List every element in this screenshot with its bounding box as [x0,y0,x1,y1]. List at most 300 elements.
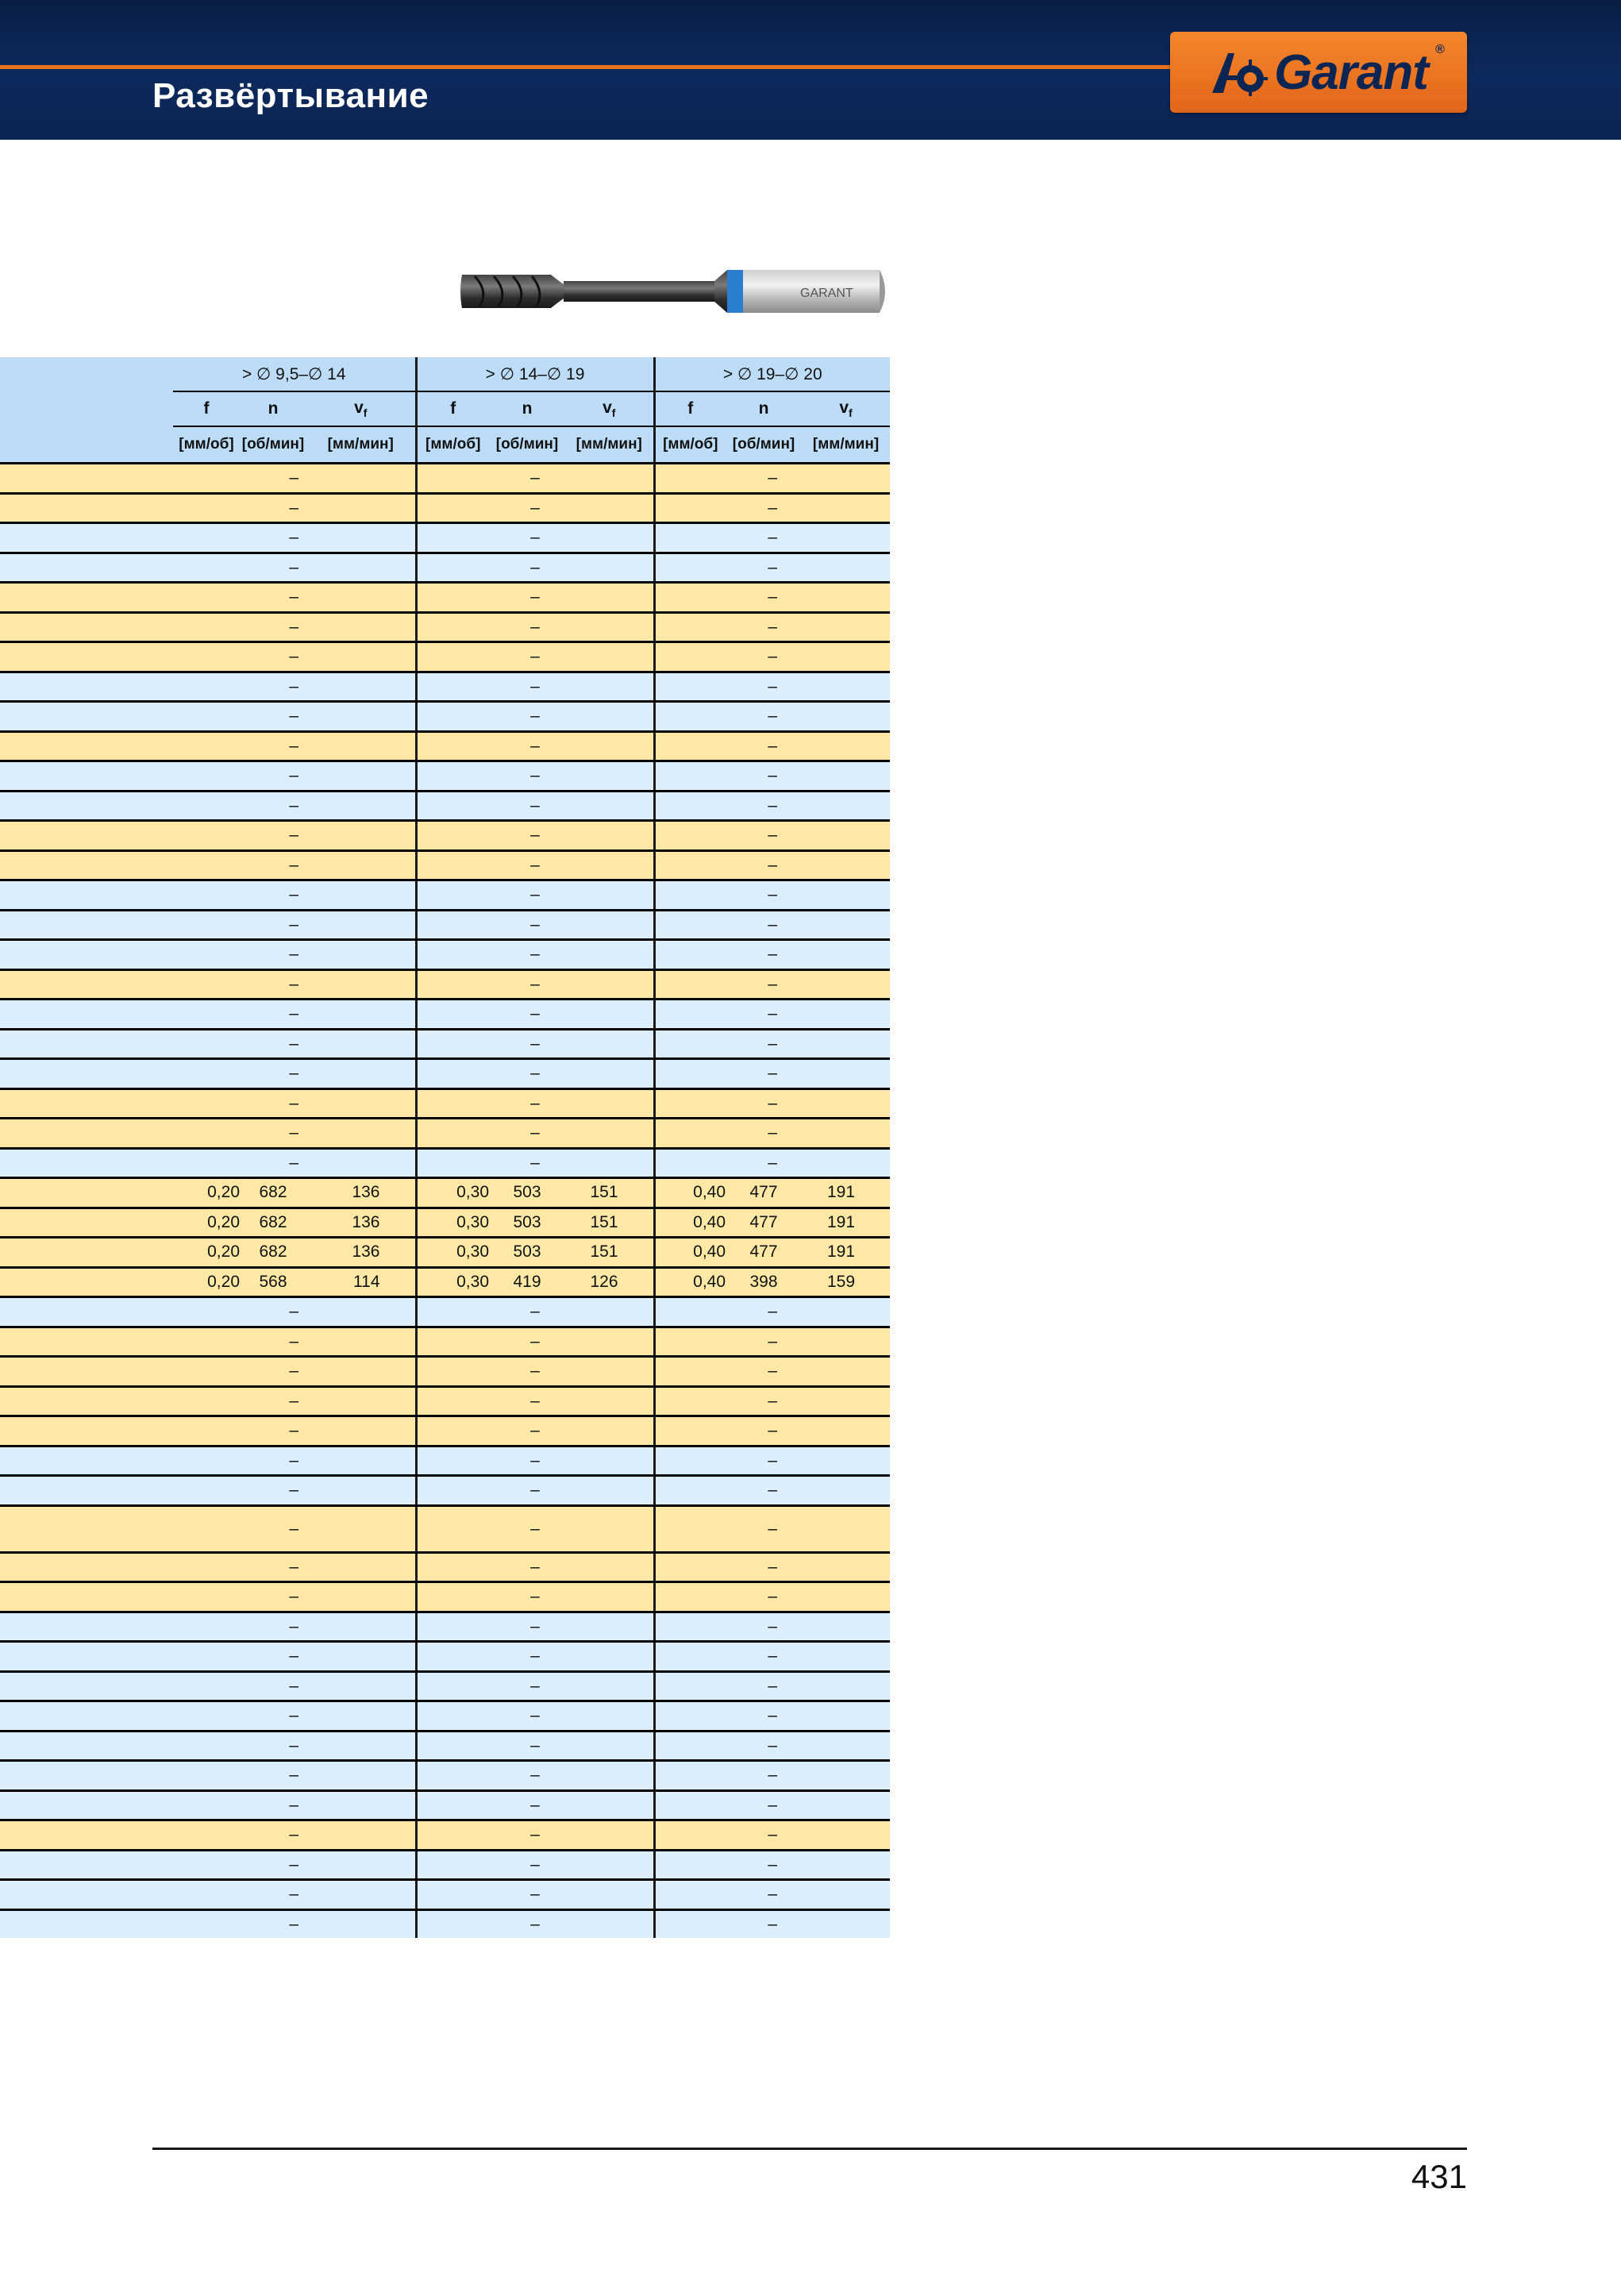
table-row [0,464,890,494]
empty-value-cell: – [416,880,654,911]
empty-value-cell: – [173,1671,416,1701]
row-label-cell [0,1671,173,1701]
row-label-cell [0,969,173,1000]
empty-value-cell: – [173,1000,416,1030]
empty-value-cell: – [654,1386,890,1416]
empty-value-cell: – [416,1790,654,1820]
garant-logo-text: Garant ® [1274,42,1444,100]
table-row [0,850,890,880]
value-cell: 136 [306,1238,416,1268]
unit-header: [мм/об] [173,426,240,464]
empty-value-cell: – [173,612,416,642]
empty-value-cell: – [654,1416,890,1447]
registered-mark: ® [1435,42,1444,56]
table-row [0,1446,890,1476]
row-label-cell [0,1909,173,1938]
empty-value-cell: – [654,1297,890,1327]
empty-value-cell: – [654,672,890,702]
empty-value-cell: – [416,761,654,792]
group-header: > ∅ 9,5–∅ 14 [173,357,416,391]
row-label-cell [0,523,173,553]
empty-value-cell: – [173,1505,416,1552]
empty-value-cell: – [654,1059,890,1089]
row-label-cell [0,1416,173,1447]
unit-header: [мм/мин] [802,426,890,464]
table-row [0,1505,890,1552]
table-row [0,1178,890,1208]
empty-value-cell: – [416,1327,654,1357]
empty-value-cell: – [416,1612,654,1642]
empty-value-cell: – [173,850,416,880]
empty-value-cell: – [173,1386,416,1416]
empty-value-cell: – [416,1088,654,1119]
empty-value-cell: – [173,731,416,761]
empty-value-cell: – [654,1790,890,1820]
table-row [0,702,890,732]
table-row [0,583,890,613]
table-row [0,1731,890,1761]
table-row [0,1552,890,1582]
value-cell: 0,30 [416,1208,489,1238]
table-row [0,672,890,702]
garant-logo [1170,32,1467,113]
empty-value-cell: – [173,464,416,494]
empty-value-cell: – [654,791,890,821]
empty-value-cell: – [173,1327,416,1357]
table-row [0,731,890,761]
table-row [0,612,890,642]
param-header: n [240,391,306,426]
table-row [0,1059,890,1089]
garant-logo-icon [1209,48,1268,96]
empty-value-cell: – [654,731,890,761]
empty-value-cell: – [173,1701,416,1732]
reamer-tool-image [457,262,892,321]
table-row [0,940,890,970]
empty-value-cell: – [416,1761,654,1791]
table-row [0,969,890,1000]
empty-value-cell: – [654,1119,890,1149]
param-header: n [489,391,565,426]
empty-value-cell: – [416,583,654,613]
table-row [0,1297,890,1327]
param-header: f [173,391,240,426]
row-label-cell [0,553,173,583]
empty-value-cell: – [173,791,416,821]
footer-rule [152,2148,1467,2150]
empty-value-cell: – [416,1701,654,1732]
unit-header: [мм/мин] [306,426,416,464]
table-row [0,1267,890,1297]
row-label-cell [0,1642,173,1672]
empty-value-cell: – [416,672,654,702]
empty-value-cell: – [173,1850,416,1880]
unit-header: [мм/об] [654,426,726,464]
row-label-cell [0,850,173,880]
table-row [0,1761,890,1791]
row-label-cell [0,1761,173,1791]
empty-value-cell: – [173,910,416,940]
value-cell: 477 [726,1208,802,1238]
empty-value-cell: – [173,1880,416,1910]
empty-value-cell: – [654,1505,890,1552]
units-header-row [0,426,890,464]
empty-value-cell: – [416,1297,654,1327]
table-row [0,1386,890,1416]
empty-value-cell: – [416,821,654,851]
row-label-cell [0,1327,173,1357]
empty-value-cell: – [173,1119,416,1149]
value-cell: 477 [726,1178,802,1208]
empty-value-cell: – [654,1148,890,1178]
table-row [0,1909,890,1938]
table-row [0,1357,890,1387]
row-label-cell [0,1267,173,1297]
empty-value-cell: – [416,1029,654,1059]
group-header-row [0,357,890,391]
value-cell: 191 [802,1208,890,1238]
empty-value-cell: – [416,1059,654,1089]
empty-value-cell: – [416,850,654,880]
empty-value-cell: – [416,1671,654,1701]
empty-value-cell: – [416,1416,654,1447]
value-cell: 0,40 [654,1238,726,1268]
empty-value-cell: – [173,1909,416,1938]
empty-value-cell: – [654,1029,890,1059]
value-cell: 503 [489,1238,565,1268]
cutting-data-table [0,357,890,1938]
empty-value-cell: – [654,1880,890,1910]
value-cell: 682 [240,1208,306,1238]
row-label-cell [0,642,173,672]
param-header: $v_f$ [802,391,890,426]
table-row [0,910,890,940]
empty-value-cell: – [173,1761,416,1791]
row-label-cell [0,821,173,851]
row-label-cell [0,1148,173,1178]
value-cell: 0,20 [173,1208,240,1238]
empty-value-cell: – [173,1582,416,1612]
table-row [0,1820,890,1851]
empty-value-cell: – [654,612,890,642]
page-header [0,0,1621,140]
row-label-cell [0,1000,173,1030]
table-row [0,1671,890,1701]
value-cell: 0,20 [173,1178,240,1208]
value-cell: 0,40 [654,1267,726,1297]
unit-header: [мм/об] [416,426,489,464]
table-row [0,1476,890,1506]
table-row [0,1148,890,1178]
empty-value-cell: – [654,1446,890,1476]
row-label-cell [0,1552,173,1582]
table-row [0,1880,890,1910]
row-label-cell [0,1731,173,1761]
empty-value-cell: – [416,1850,654,1880]
group-header: > ∅ 14–∅ 19 [416,357,654,391]
empty-value-cell: – [416,1000,654,1030]
row-label-cell [0,1357,173,1387]
param-header: $v_f$ [306,391,416,426]
empty-value-cell: – [416,1642,654,1672]
empty-value-cell: – [173,1148,416,1178]
row-label-cell [0,1880,173,1910]
row-label-cell [0,1582,173,1612]
empty-value-cell: – [416,1446,654,1476]
empty-value-cell: – [654,1850,890,1880]
row-label-cell [0,1505,173,1552]
value-cell: 503 [489,1208,565,1238]
empty-value-cell: – [654,493,890,523]
empty-value-cell: – [654,642,890,672]
table-row [0,1088,890,1119]
empty-value-cell: – [173,940,416,970]
empty-value-cell: – [654,1476,890,1506]
row-label-cell [0,761,173,792]
row-label-cell [0,1701,173,1732]
empty-value-cell: – [416,1880,654,1910]
empty-value-cell: – [416,910,654,940]
empty-value-cell: – [416,1357,654,1387]
empty-value-cell: – [173,1416,416,1447]
row-label-cell [0,1612,173,1642]
value-cell: 191 [802,1178,890,1208]
row-label-cell [0,1446,173,1476]
empty-value-cell: – [416,940,654,970]
empty-value-cell: – [416,553,654,583]
value-cell: 503 [489,1178,565,1208]
empty-value-cell: – [173,821,416,851]
empty-value-cell: – [173,880,416,911]
value-cell: 419 [489,1267,565,1297]
empty-value-cell: – [654,1909,890,1938]
table-row [0,642,890,672]
empty-value-cell: – [173,1790,416,1820]
table-row [0,1327,890,1357]
empty-value-cell: – [654,1820,890,1851]
row-label-cell [0,1850,173,1880]
empty-value-cell: – [654,553,890,583]
row-label-cell [0,1297,173,1327]
table-row [0,791,890,821]
value-cell: 682 [240,1178,306,1208]
empty-value-cell: – [654,761,890,792]
empty-value-cell: – [654,1761,890,1791]
empty-value-cell: – [416,969,654,1000]
value-cell: 151 [565,1178,654,1208]
header-accent-line [0,65,1176,69]
empty-value-cell: – [654,1701,890,1732]
empty-value-cell: – [654,910,890,940]
unit-header: [об/мин] [726,426,802,464]
empty-value-cell: – [416,1820,654,1851]
empty-value-cell: – [416,702,654,732]
table-row [0,1612,890,1642]
empty-value-cell: – [416,1148,654,1178]
empty-value-cell: – [173,642,416,672]
empty-value-cell: – [173,1059,416,1089]
empty-value-cell: – [654,1582,890,1612]
value-cell: 568 [240,1267,306,1297]
row-label-cell [0,940,173,970]
row-label-cell [0,880,173,911]
empty-value-cell: – [173,1642,416,1672]
param-header: f [654,391,726,426]
empty-value-cell: – [654,821,890,851]
empty-value-cell: – [173,1612,416,1642]
value-cell: 0,30 [416,1238,489,1268]
empty-value-cell: – [416,612,654,642]
param-header-row [0,391,890,426]
row-label-cell [0,1386,173,1416]
row-label-cell [0,1059,173,1089]
empty-value-cell: – [654,464,890,494]
empty-value-cell: – [173,493,416,523]
table-row [0,1416,890,1447]
unit-header: [об/мин] [489,426,565,464]
row-label-cell [0,910,173,940]
empty-value-cell: – [654,702,890,732]
value-cell: 477 [726,1238,802,1268]
empty-value-cell: – [173,583,416,613]
value-cell: 0,20 [173,1238,240,1268]
empty-value-cell: – [416,1119,654,1149]
empty-value-cell: – [173,1731,416,1761]
table-row [0,1642,890,1672]
empty-value-cell: – [173,702,416,732]
empty-value-cell: – [654,969,890,1000]
value-cell: 0,30 [416,1178,489,1208]
table-row [0,1790,890,1820]
value-cell: 398 [726,1267,802,1297]
table-row [0,761,890,792]
empty-value-cell: – [654,1327,890,1357]
table-row [0,821,890,851]
empty-value-cell: – [416,642,654,672]
table-row [0,553,890,583]
table-row [0,1119,890,1149]
table-row [0,1582,890,1612]
empty-value-cell: – [416,1476,654,1506]
empty-value-cell: – [654,1642,890,1672]
value-cell: 151 [565,1208,654,1238]
value-cell: 126 [565,1267,654,1297]
unit-header: [об/мин] [240,426,306,464]
row-label-cell [0,1088,173,1119]
row-label-cell [0,791,173,821]
param-header: $v_f$ [565,391,654,426]
empty-value-cell: – [173,761,416,792]
empty-value-cell: – [173,1357,416,1387]
empty-value-cell: – [654,1088,890,1119]
empty-value-cell: – [173,1088,416,1119]
row-label-cell [0,612,173,642]
row-label-cell [0,464,173,494]
value-cell: 0,40 [654,1178,726,1208]
empty-value-cell: – [654,583,890,613]
empty-value-cell: – [416,493,654,523]
row-label-cell [0,1476,173,1506]
value-cell: 159 [802,1267,890,1297]
empty-value-cell: – [654,523,890,553]
empty-value-cell: – [416,1909,654,1938]
value-cell: 151 [565,1238,654,1268]
empty-value-cell: – [416,464,654,494]
row-label-cell [0,583,173,613]
empty-value-cell: – [416,1731,654,1761]
empty-value-cell: – [654,1357,890,1387]
table-row [0,1850,890,1880]
empty-value-cell: – [416,1386,654,1416]
table-row [0,523,890,553]
empty-value-cell: – [173,523,416,553]
row-label-cell [0,1178,173,1208]
empty-value-cell: – [654,1552,890,1582]
empty-value-cell: – [654,1000,890,1030]
empty-value-cell: – [416,1552,654,1582]
empty-value-cell: – [173,1552,416,1582]
empty-value-cell: – [173,1476,416,1506]
row-label-cell [0,672,173,702]
empty-value-cell: – [416,791,654,821]
table-row [0,880,890,911]
row-label-cell [0,1790,173,1820]
row-label-cell [0,731,173,761]
empty-value-cell: – [416,731,654,761]
empty-value-cell: – [654,1731,890,1761]
value-cell: 191 [802,1238,890,1268]
value-cell: 136 [306,1178,416,1208]
row-label-cell [0,493,173,523]
value-cell: 0,20 [173,1267,240,1297]
row-label-cell [0,1029,173,1059]
empty-value-cell: – [173,1820,416,1851]
empty-value-cell: – [173,1029,416,1059]
row-label-cell [0,1238,173,1268]
empty-value-cell: – [173,1297,416,1327]
param-header: f [416,391,489,426]
value-cell: 0,30 [416,1267,489,1297]
row-label-cell [0,1820,173,1851]
empty-value-cell: – [654,940,890,970]
empty-value-cell: – [654,1671,890,1701]
empty-value-cell: – [173,553,416,583]
empty-value-cell: – [654,880,890,911]
empty-value-cell: – [173,1446,416,1476]
row-label-cell [0,1119,173,1149]
value-cell: 682 [240,1238,306,1268]
param-header: n [726,391,802,426]
empty-value-cell: – [654,1612,890,1642]
row-label-cell [0,1208,173,1238]
table-row [0,1029,890,1059]
value-cell: 0,40 [654,1208,726,1238]
table-row [0,493,890,523]
empty-value-cell: – [416,1582,654,1612]
table-row [0,1701,890,1732]
group-header: > ∅ 19–∅ 20 [654,357,890,391]
empty-value-cell: – [654,850,890,880]
unit-header: [мм/мин] [565,426,654,464]
value-cell: 136 [306,1208,416,1238]
tool-engraving: GARANT [800,287,853,300]
empty-value-cell: – [416,523,654,553]
empty-value-cell: – [173,672,416,702]
empty-value-cell: – [416,1505,654,1552]
page-title: Развёртывание [152,76,429,115]
table-row [0,1238,890,1268]
table-row [0,1208,890,1238]
